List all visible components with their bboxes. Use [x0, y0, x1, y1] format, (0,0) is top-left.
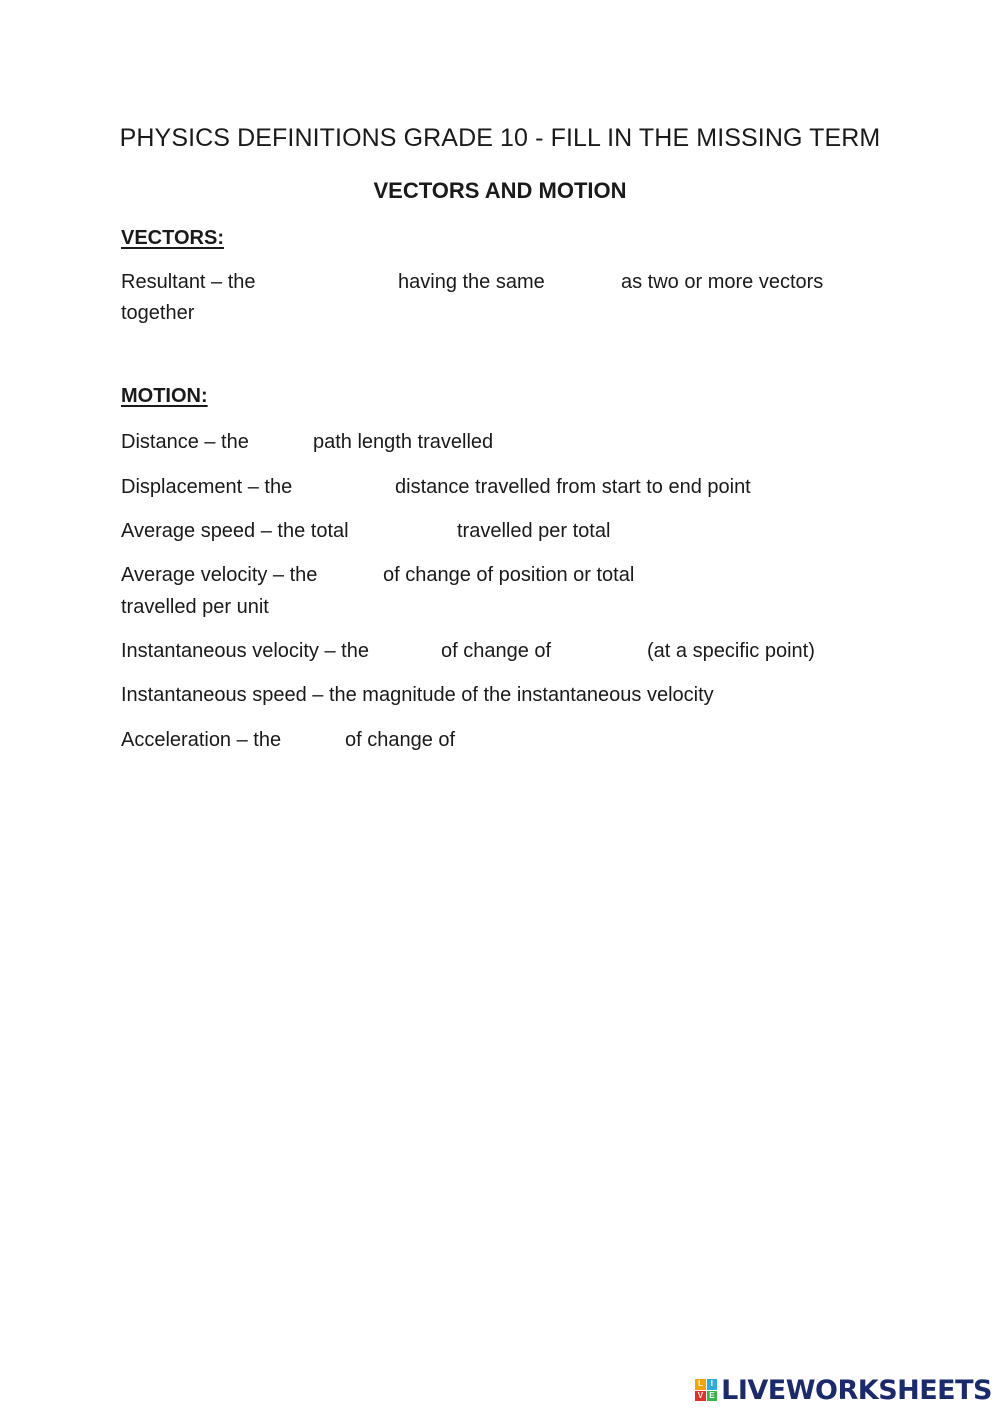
page-title: PHYSICS DEFINITIONS GRADE 10 - FILL IN THE MISSING TERM: [119, 124, 881, 152]
definition-average-speed-label: Average speed – the total: [121, 520, 349, 542]
blank-average-velocity-3[interactable]: [292, 595, 352, 617]
definition-text: of change of: [345, 729, 456, 751]
blank-resultant-2[interactable]: [560, 270, 614, 292]
blank-average-speed-1[interactable]: [372, 519, 452, 541]
definition-instantaneous-velocity-label: Instantaneous velocity – the: [121, 640, 369, 662]
definition-text: distance travelled from start to end point: [395, 476, 751, 498]
blank-instantaneous-velocity-2[interactable]: [564, 639, 642, 661]
blank-displacement[interactable]: [312, 475, 390, 497]
definition-distance-label: Distance – the: [121, 431, 249, 453]
definition-resultant-line1: [121, 270, 256, 294]
definition-text: Resultant – the: [121, 271, 256, 293]
logo-tile: V: [695, 1391, 706, 1402]
liveworksheets-brand: [695, 1375, 992, 1405]
blank-acceleration-1[interactable]: [300, 728, 340, 750]
definition-resultant-line2: together: [121, 302, 195, 324]
blank-resultant-1[interactable]: [270, 270, 390, 292]
definition-average-velocity-line2: travelled per unit: [121, 596, 269, 618]
blank-average-speed-2[interactable]: [634, 519, 714, 541]
page-subtitle: VECTORS AND MOTION: [373, 178, 627, 203]
logo-tile: I: [707, 1379, 718, 1390]
definition-acceleration-label: Acceleration – the: [121, 729, 282, 751]
definition-text: travelled per total: [457, 520, 611, 542]
definition-text: of change of position or total: [383, 564, 635, 586]
definition-text: of change of: [441, 640, 552, 662]
definition-text: as two or more vectors: [621, 271, 824, 293]
definition-text: having the same: [398, 271, 545, 293]
liveworksheets-logo-icon: [695, 1379, 717, 1401]
logo-tile: E: [707, 1391, 718, 1402]
definition-instantaneous-speed: Instantaneous speed – the magnitude of the instantaneous velocity: [121, 684, 714, 706]
blank-instantaneous-velocity-1[interactable]: [396, 639, 436, 661]
logo-tile: L: [695, 1379, 706, 1390]
blank-acceleration-2[interactable]: [468, 728, 546, 750]
definition-displacement-label: Displacement – the: [121, 476, 293, 498]
blank-distance[interactable]: [262, 430, 308, 452]
blank-average-velocity-2[interactable]: [664, 563, 744, 585]
blank-average-velocity-1[interactable]: [338, 563, 378, 585]
definition-text: path length travelled: [313, 431, 494, 453]
section-heading-vectors: VECTORS:: [121, 227, 224, 249]
brand-name: LIVEWORKSHEETS: [721, 1374, 992, 1406]
definition-text: (at a specific point): [647, 640, 815, 662]
definition-average-velocity-label: Average velocity – the: [121, 564, 318, 586]
section-heading-motion: MOTION:: [121, 385, 208, 407]
